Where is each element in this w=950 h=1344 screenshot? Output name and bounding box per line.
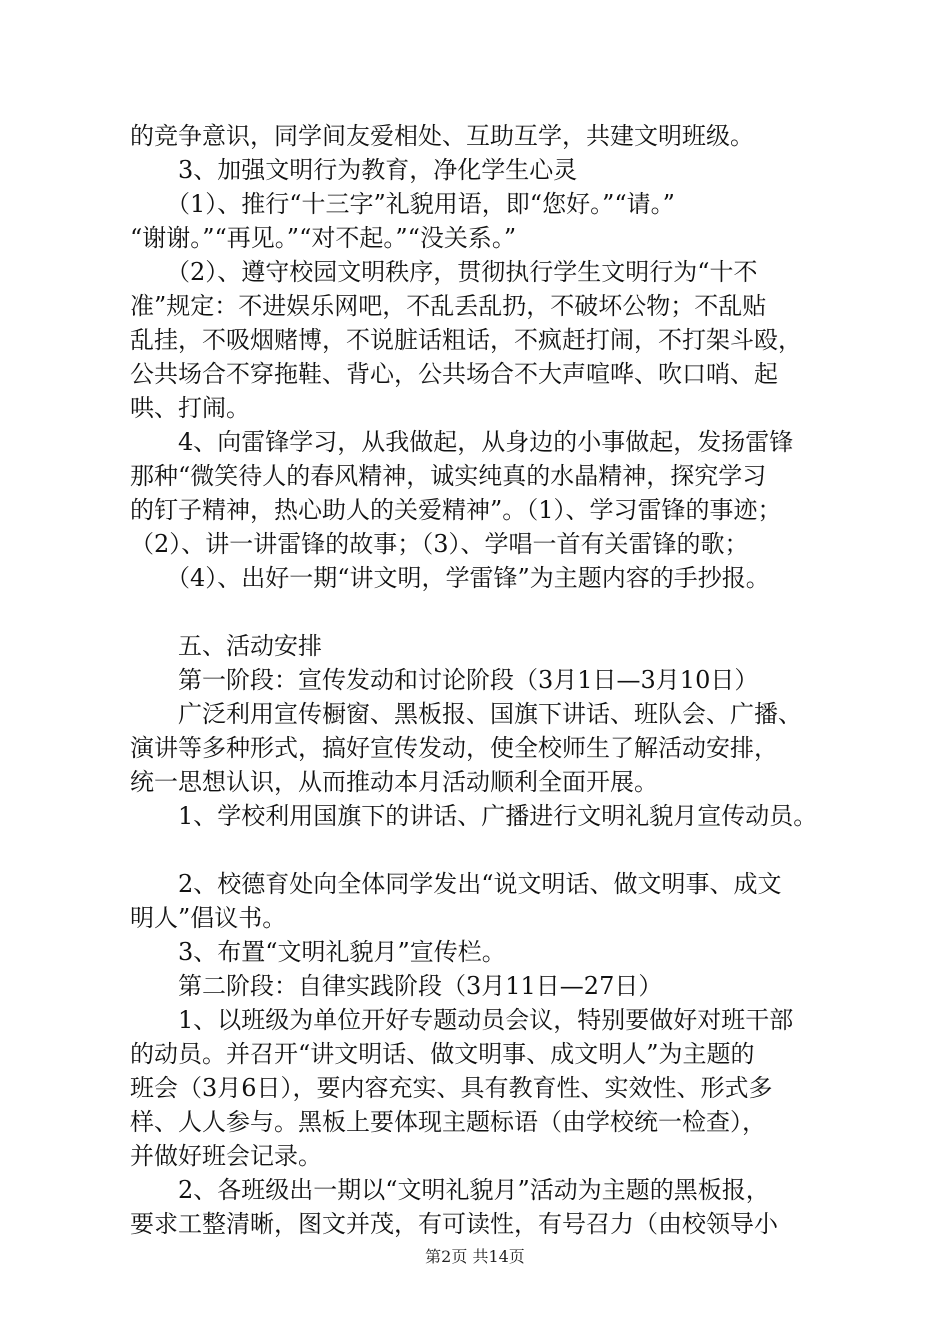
text-line: 2、校德育处向全体同学发出“说文明话、做文明事、成文: [130, 870, 782, 898]
text-line: 准”规定：不进娱乐网吧，不乱丢乱扔，不破坏公物；不乱贴: [130, 292, 767, 320]
text-line: 的钉子精神，热心助人的关爱精神”。（1）、学习雷锋的事迹；: [130, 496, 782, 524]
text-line: 哄、打闹。: [130, 394, 250, 422]
text-line: 3、加强文明行为教育，净化学生心灵: [130, 156, 578, 184]
text-line: 并做好班会记录。: [130, 1142, 322, 1170]
text-line: 1、以班级为单位开好专题动员会议，特别要做好对班干部: [130, 1006, 794, 1034]
text-line: 公共场合不穿拖鞋、背心，公共场合不大声喧哗、吹口哨、起: [130, 360, 778, 388]
text-line: 的动员。并召开“讲文明话、做文明事、成文明人”为主题的: [130, 1040, 755, 1068]
text-line: 第二阶段：自律实践阶段（3月11日—27日）: [130, 972, 663, 1000]
text-line: 4、向雷锋学习，从我做起，从身边的小事做起，发扬雷锋: [130, 428, 794, 456]
text-line: 明人”倡议书。: [130, 904, 287, 932]
text-line: 班会（3月6日），要内容充实、具有教育性、实效性、形式多: [130, 1074, 773, 1102]
page-footer: 第2页 共14页: [425, 1247, 525, 1266]
text-line: （2）、讲一讲雷锋的故事；（3）、学唱一首有关雷锋的歌；: [130, 530, 749, 558]
text-line: 3、布置“文明礼貌月”宣传栏。: [130, 938, 506, 966]
text-line: “谢谢。”“再见。”“对不起。”“没关系。”: [130, 224, 517, 252]
text-line: 第一阶段：宣传发动和讨论阶段（3月1日—3月10日）: [130, 666, 759, 694]
text-line: 1、学校利用国旗下的讲话、广播进行文明礼貌月宣传动员。: [130, 802, 818, 830]
text-line: 演讲等多种形式，搞好宣传发动，使全校师生了解活动安排，: [130, 734, 778, 762]
text-line: 统一思想认识，从而推动本月活动顺利全面开展。: [130, 768, 658, 796]
text-line: 2、各班级出一期以“文明礼貌月”活动为主题的黑板报，: [130, 1176, 770, 1204]
text-line: 要求工整清晰，图文并茂，有可读性，有号召力（由校领导小: [130, 1210, 778, 1238]
text-line: 乱挂，不吸烟赌博，不说脏话粗话，不疯赶打闹，不打架斗殴，: [130, 326, 802, 354]
text-line: 广泛利用宣传橱窗、黑板报、国旗下讲话、班队会、广播、: [130, 700, 802, 728]
text-line: 那种“微笑待人的春风精神，诚实纯真的水晶精神，探究学习: [130, 462, 767, 490]
text-line: （1）、推行“十三字”礼貌用语，即“您好。”“请。”: [130, 190, 675, 218]
text-line: （2）、遵守校园文明秩序，贯彻执行学生文明行为“十不: [130, 258, 758, 286]
text-line: 样、人人参与。黑板上要体现主题标语（由学校统一检查），: [130, 1108, 766, 1136]
text-line: （4）、出好一期“讲文明，学雷锋”为主题内容的手抄报。: [130, 564, 770, 592]
section-heading: 五、活动安排: [130, 632, 322, 660]
text-line: 的竞争意识，同学间友爱相处、互助互学，共建文明班级。: [130, 122, 754, 150]
